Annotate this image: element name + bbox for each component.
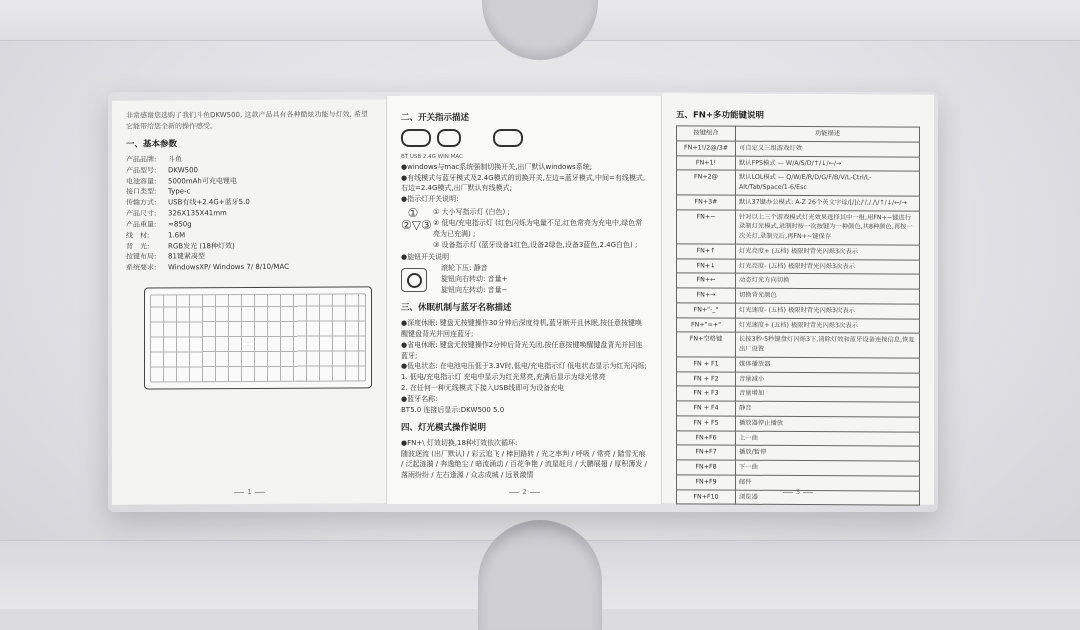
table-row [677, 332, 920, 358]
table-row [677, 244, 920, 260]
param-key: 背 光: [126, 242, 150, 251]
text-line: 1. 低电/充电指示灯 充电中显示为红光常亮,充满后显示为绿光常亮 [401, 373, 606, 382]
table-header: 按键组合 [677, 126, 736, 141]
key-combo: FN+"=+" [677, 318, 736, 333]
section-heading-switch: 二、开关指示描述 [401, 113, 470, 123]
key-combo: FN+F8 [677, 460, 736, 475]
text-line: 右边=2.4G模式,出厂默认有线模式; [401, 184, 513, 193]
intro-text: 非常感谢您选购了我们斗鱼DKW500, 这款产品具有各种酷炫功能与灯效, 希望它能带给您全新的操作感受。 [126, 110, 368, 131]
param-value: DKW500 [168, 165, 199, 175]
text-line: ●有线模式与蓝牙模式及2.4G模式的切换开关,左边=蓝牙模式,中间=有线模式, [401, 173, 646, 182]
key-combo: FN+1! [677, 156, 736, 171]
page-number: 3 [662, 486, 934, 498]
param-key: 电池容量: [126, 177, 157, 186]
text-line: 旋钮向右转动: 音量+ [441, 275, 508, 284]
manual-page-2 [387, 96, 662, 504]
table-row [677, 318, 920, 334]
function-desc: 上一曲 [736, 431, 920, 447]
param-key: 系统要求: [126, 263, 157, 272]
table-row [677, 445, 920, 461]
function-desc: 灯光速度+ (五档) 极限时背光闪烁3次表示 [736, 318, 920, 334]
key-combo: FN + F5 [677, 416, 736, 431]
function-desc: 长按3秒-5秒键盘灯闪烁3下,清除灯效和蓝牙设备连接信息,恢复出厂设置 [736, 333, 920, 358]
table-row [677, 210, 920, 246]
text-line: ●windows与mac系统强制切换开关,出厂默认windows系统; [401, 162, 593, 171]
param-value: Type-c [168, 187, 191, 196]
function-desc: 灯光速度- (五档) 极限时背光闪烁3次表示 [736, 303, 920, 319]
section-heading-light: 四、灯光模式操作说明 [401, 422, 487, 433]
function-desc: 媒体播放器 [736, 357, 920, 373]
function-desc: 灯光亮度- (五档) 极限时背光闪烁3次表示 [736, 259, 920, 275]
param-value: 斗鱼 [168, 155, 182, 164]
key-combo: FN+→ [677, 288, 736, 303]
param-value: 81键紧凑型 [168, 252, 205, 261]
key-combo: FN+3# [677, 195, 736, 210]
key-combo: FN+F7 [677, 445, 736, 460]
param-value: RGB发光 (18种灯效) [168, 241, 235, 251]
param-key: 产品品牌: [126, 155, 157, 164]
section-heading-fn: 五、FN+多功能键说明 [676, 110, 765, 121]
knob-title: ●旋钮开关说明 [401, 253, 450, 262]
key-combo: FN+↓ [677, 259, 736, 274]
param-value: 326X135X41mm [168, 209, 227, 218]
key-combo: FN + F1 [677, 357, 736, 372]
key-combo: FN+空格键 [677, 332, 736, 357]
key-combo: FN+F9 [677, 475, 736, 490]
key-combo: FN + F2 [677, 372, 736, 387]
function-desc: 浏览器 [736, 490, 920, 506]
function-desc: 邮件 [736, 475, 920, 491]
manual-page-3 [662, 93, 934, 504]
table-row [677, 141, 920, 157]
table-row [677, 303, 920, 319]
function-desc: 播放器停止播放 [736, 416, 920, 432]
param-key: 线 材: [126, 231, 150, 240]
fn-table-body [677, 141, 920, 506]
light-description [401, 438, 648, 481]
table-row [677, 273, 920, 289]
text-line: ② 低电/充电指示灯 (红色闪烁为电量不足,红色常亮为充电中,绿色常亮为已充满) ; [433, 218, 643, 238]
table-row [677, 357, 920, 373]
keyboard-diagram [144, 286, 372, 389]
page-number: 1 [112, 486, 387, 498]
key-combo: FN+F10 [677, 490, 736, 505]
text-line: ●蓝牙名称: [401, 394, 438, 403]
function-desc: 播放/暂停 [736, 446, 920, 462]
function-desc: 默认LOL模式 — Q/W/E/R/D/G/F/B/V/L-Ctrl/L-Alt/Tab/Space/1-6/Esc [736, 171, 920, 196]
switch-description [401, 162, 648, 205]
key-combo: FN+F6 [677, 431, 736, 446]
text-line: ●低电状态: 在电池电压低于3.3V时,低电/充电指示灯 低电状态显示为红光闪烁; [401, 362, 647, 371]
function-desc: 默认FPS模式 — W/A/S/D/↑/↓/←/→ [736, 156, 920, 172]
section-heading-sleep: 三、休眠机制与蓝牙名称描述 [401, 302, 512, 313]
function-desc: 可自定义三组游戏灯效 [736, 141, 920, 157]
param-key: 传输方式: [126, 198, 157, 207]
key-combo: FN + F3 [677, 386, 736, 401]
knob-lines [441, 263, 507, 296]
table-row [677, 386, 920, 402]
params-list [126, 153, 373, 274]
section-heading-params: 一、基本参数 [126, 139, 178, 150]
table-row [677, 416, 920, 432]
table-row [677, 259, 920, 275]
param-key: 接口类型: [126, 187, 157, 197]
function-desc: 动态灯光方向切换 [736, 274, 920, 290]
function-desc: 下一曲 [736, 460, 920, 476]
text-line: ●指示灯开关说明: [401, 195, 459, 204]
table-row [677, 431, 920, 447]
indicator-icon: ① ②▽③ [401, 206, 432, 233]
param-value: 1.6M [168, 231, 186, 240]
param-value: ≈850g [168, 220, 192, 229]
table-header-row [677, 126, 920, 142]
key-combo: FN+"-_" [677, 303, 736, 318]
indicator-list [433, 207, 648, 250]
table-row [677, 460, 920, 476]
param-value: USB有线+2.4G+蓝牙5.0 [168, 198, 250, 207]
text-line: ① 大小写指示灯 (白色) ; [433, 208, 510, 217]
text-line: 旋钮向左转动: 音量− [441, 285, 508, 294]
key-combo: FN+~ [677, 210, 736, 245]
os-switch-icon [493, 129, 523, 147]
mode-switch-icon-2 [437, 129, 461, 147]
param-key: 按键布局: [126, 252, 157, 262]
keyboard-keys [150, 294, 366, 383]
table-row [677, 195, 920, 211]
param-key: 产品重量: [126, 220, 157, 229]
manual-page-1 [112, 99, 387, 504]
table-header: 功能描述 [736, 126, 920, 142]
text-line: ●FN+\ 灯效切换,18种灯效依次循环: [401, 438, 518, 447]
switch-labels: BT USB 2.4G WIN MAC [401, 154, 463, 161]
fn-table [676, 126, 920, 507]
function-desc: 针对以上三个游戏模式灯光效果选择其中一组,用FN+~键进行录制灯光模式,录制时按一次按键为一种颜色,共8种颜色,再按一次关灯,录制完后,再FN+~键保存 [736, 210, 920, 245]
param-key: 产品尺寸: [126, 209, 157, 218]
text-line: ●省电休眠: 键盘无按键操作2分钟后背光关闭,按任意按键唤醒键盘背光并回连蓝牙; [401, 340, 643, 360]
text-line: 滚轮下压: 静音 [441, 264, 488, 273]
knob-icon [401, 268, 427, 292]
function-desc: 音量增加 [736, 387, 920, 403]
key-combo: FN+↑ [677, 244, 736, 259]
param-value: 5000mAh可充电锂电 [168, 176, 237, 185]
table-row [677, 170, 920, 196]
table-row [677, 401, 920, 417]
param-value: WindowsXP/ Windows 7/ 8/10/MAC [168, 263, 290, 272]
param-key: 产品型号: [126, 166, 157, 175]
text-line: ●深度休眠: 键盘无按键操作30分钟后深度待机,蓝牙断开且休眠,按任意按键唤醒键盘背光并回连蓝牙; [401, 318, 643, 338]
table-row [677, 156, 920, 172]
function-desc: 切换背光颜色 [736, 288, 920, 304]
function-desc: 灯光亮度+ (五档) 极限时背光闪烁3次表示 [736, 244, 920, 260]
sleep-description [401, 318, 648, 416]
page-number: 2 [387, 487, 662, 498]
text-line: ③ 设备指示灯 (蓝牙设备1红色,设备2绿色,设备3蓝色,2.4G白色) ; [433, 240, 638, 249]
text-line: 2. 在任何一种无线模式下接入USB线即可为设备充电 [401, 384, 565, 393]
table-row [677, 288, 920, 304]
key-combo: FN+1!/2@/3# [677, 141, 736, 156]
key-combo: FN + F4 [677, 401, 736, 416]
table-row [677, 372, 920, 388]
text-line: BT5.0 连接后显示:DKW500 5.0 [401, 405, 505, 414]
mode-switch-icon [401, 129, 431, 147]
text-line: 随波逐流 (出厂默认) / 彩云追飞 / 棒回路转 / 光之率判 / 呼吸 / 常亮 / 踏雪无痕 / 泛起涟漪 / 奔逸绝尘 / 暗流涌动 / 百花争艳 / 流星赶月 / 大鹏展翅 / 厚积薄发 / 落雨纷纷 / 左右逢源 / 众志成城 / 远景激情 [401, 449, 648, 480]
key-combo: FN+2@ [677, 170, 736, 195]
function-desc: 默认37键办公模式: A-Z 26个英文字母/[/]/;/'/,/./\/↑/↓/←/→ [736, 195, 920, 211]
key-combo: FN+← [677, 273, 736, 288]
function-desc: 静音 [736, 401, 920, 417]
param-row [126, 262, 373, 274]
switch-icons [401, 129, 648, 147]
function-desc: 音量减小 [736, 372, 920, 388]
